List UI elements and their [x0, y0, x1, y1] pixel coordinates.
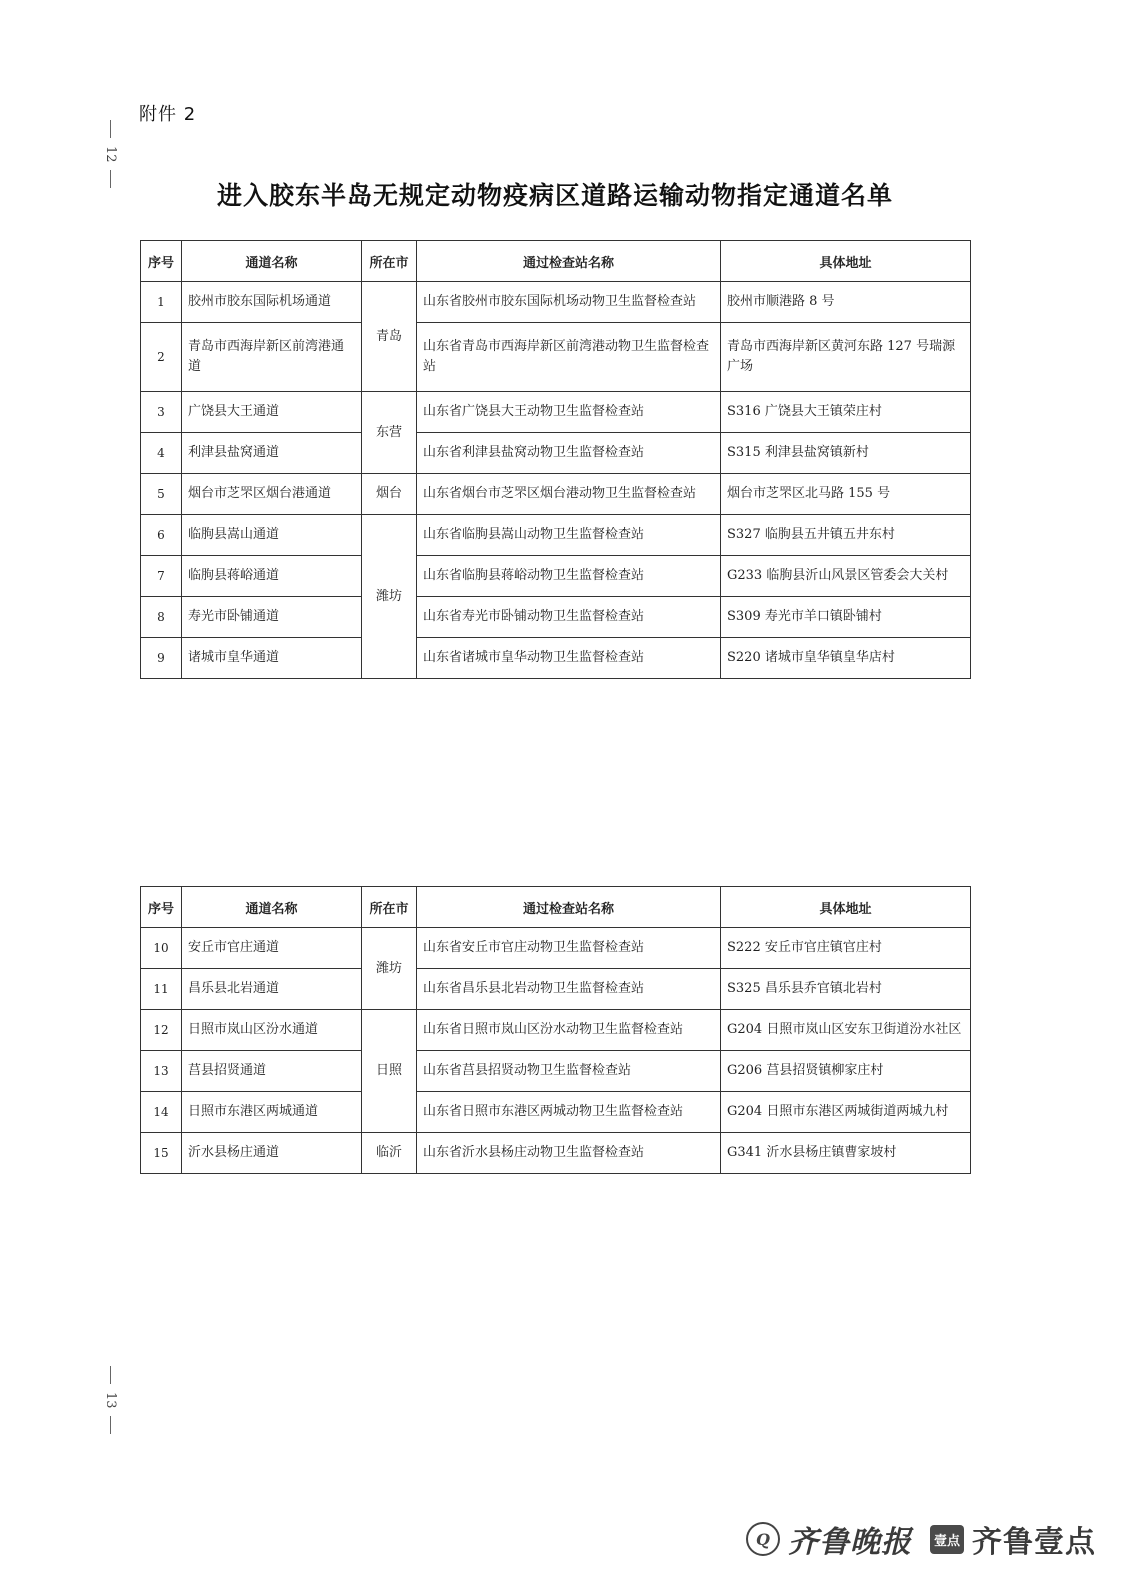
row-address: G204 日照市岚山区安东卫街道汾水社区: [721, 1010, 971, 1051]
page-marker-tick: [110, 120, 111, 138]
row-index: 8: [141, 597, 182, 638]
attachment-label: 附件 2: [139, 104, 197, 125]
page-marker-bottom: [102, 1366, 118, 1434]
row-index: 10: [141, 928, 182, 969]
row-address: S325 昌乐县乔官镇北岩村: [721, 969, 971, 1010]
row-channel: 临朐县蒋峪通道: [182, 556, 362, 597]
row-channel: 日照市岚山区汾水通道: [182, 1010, 362, 1051]
row-index: 5: [141, 474, 182, 515]
row-address: G233 临朐县沂山风景区管委会大关村: [721, 556, 971, 597]
header-address: 具体地址: [721, 241, 971, 282]
watermark-brand: [746, 1514, 1096, 1564]
row-address: S315 利津县盐窝镇新村: [721, 433, 971, 474]
row-address: S327 临朐县五井镇五井东村: [721, 515, 971, 556]
row-channel: 诸城市皇华通道: [182, 638, 362, 679]
row-address: S316 广饶县大王镇荣庄村: [721, 392, 971, 433]
table-row: [141, 474, 971, 515]
row-station: 山东省临朐县嵩山动物卫生监督检查站: [417, 515, 721, 556]
row-station: 山东省昌乐县北岩动物卫生监督检查站: [417, 969, 721, 1010]
row-address: 烟台市芝罘区北马路 155 号: [721, 474, 971, 515]
row-index: 15: [141, 1133, 182, 1174]
table-row: [141, 597, 971, 638]
row-channel: 莒县招贤通道: [182, 1051, 362, 1092]
row-station: 山东省日照市岚山区汾水动物卫生监督检查站: [417, 1010, 721, 1051]
table-row: [141, 969, 971, 1010]
row-channel: 青岛市西海岸新区前湾港通道: [182, 323, 362, 392]
row-index: 13: [141, 1051, 182, 1092]
brand-box-icon: 壹点: [930, 1525, 964, 1554]
page-marker-tick: [110, 170, 111, 188]
row-station: 山东省广饶县大王动物卫生监督检查站: [417, 392, 721, 433]
row-channel: 寿光市卧铺通道: [182, 597, 362, 638]
row-address: S220 诸城市皇华镇皇华店村: [721, 638, 971, 679]
document-title: 进入胶东半岛无规定动物疫病区道路运输动物指定通道名单: [216, 181, 893, 210]
header-channel: 通道名称: [182, 241, 362, 282]
row-channel: 安丘市官庄通道: [182, 928, 362, 969]
row-channel: 临朐县嵩山通道: [182, 515, 362, 556]
row-station: 山东省沂水县杨庄动物卫生监督检查站: [417, 1133, 721, 1174]
table-row: [141, 1092, 971, 1133]
row-station: 山东省诸城市皇华动物卫生监督检查站: [417, 638, 721, 679]
header-address: 具体地址: [721, 887, 971, 928]
row-index: 11: [141, 969, 182, 1010]
row-channel: 烟台市芝罘区烟台港通道: [182, 474, 362, 515]
row-station: 山东省安丘市官庄动物卫生监督检查站: [417, 928, 721, 969]
page-number-bottom: 13: [103, 1392, 118, 1409]
row-address: S309 寿光市羊口镇卧铺村: [721, 597, 971, 638]
header-channel: 通道名称: [182, 887, 362, 928]
row-index: 6: [141, 515, 182, 556]
row-city: 日照: [362, 1010, 417, 1133]
page-marker-tick: [110, 1416, 111, 1434]
row-channel: 沂水县杨庄通道: [182, 1133, 362, 1174]
row-channel: 昌乐县北岩通道: [182, 969, 362, 1010]
row-channel: 胶州市胶东国际机场通道: [182, 282, 362, 323]
table-row: [141, 515, 971, 556]
row-station: 山东省临朐县蒋峪动物卫生监督检查站: [417, 556, 721, 597]
row-station: 山东省利津县盐窝动物卫生监督检查站: [417, 433, 721, 474]
row-channel: 广饶县大王通道: [182, 392, 362, 433]
row-station: 山东省寿光市卧铺动物卫生监督检查站: [417, 597, 721, 638]
table-row: [141, 556, 971, 597]
brand-name-secondary: 齐鲁壹点: [972, 1525, 1096, 1560]
table-row: [141, 392, 971, 433]
brand-logo-icon: Q: [746, 1522, 780, 1556]
row-city: 青岛: [362, 282, 417, 392]
row-index: 2: [141, 323, 182, 392]
channel-table-1: [140, 240, 971, 679]
row-city: 潍坊: [362, 515, 417, 679]
header-station: 通过检查站名称: [417, 887, 721, 928]
header-station: 通过检查站名称: [417, 241, 721, 282]
page-number-top: 12: [103, 146, 118, 163]
row-station: 山东省青岛市西海岸新区前湾港动物卫生监督检查站: [417, 323, 721, 392]
row-index: 14: [141, 1092, 182, 1133]
row-index: 7: [141, 556, 182, 597]
page-marker-top: [102, 120, 118, 188]
row-station: 山东省胶州市胶东国际机场动物卫生监督检查站: [417, 282, 721, 323]
table-row: [141, 928, 971, 969]
row-index: 9: [141, 638, 182, 679]
row-station: 山东省烟台市芝罘区烟台港动物卫生监督检查站: [417, 474, 721, 515]
row-station: 山东省莒县招贤动物卫生监督检查站: [417, 1051, 721, 1092]
row-address: 胶州市顺港路 8 号: [721, 282, 971, 323]
table-row: [141, 1133, 971, 1174]
header-city: 所在市: [362, 887, 417, 928]
table-row: [141, 1051, 971, 1092]
row-station: 山东省日照市东港区两城动物卫生监督检查站: [417, 1092, 721, 1133]
page-marker-tick: [110, 1366, 111, 1384]
row-index: 1: [141, 282, 182, 323]
table-row: [141, 433, 971, 474]
table-row: [141, 282, 971, 323]
row-address: G206 莒县招贤镇柳家庄村: [721, 1051, 971, 1092]
row-index: 4: [141, 433, 182, 474]
row-city: 临沂: [362, 1133, 417, 1174]
row-channel: 日照市东港区两城通道: [182, 1092, 362, 1133]
channel-table-2: [140, 886, 971, 1174]
table-header-row: [141, 887, 971, 928]
header-city: 所在市: [362, 241, 417, 282]
table-header-row: [141, 241, 971, 282]
row-city: 潍坊: [362, 928, 417, 1010]
header-index: 序号: [141, 887, 182, 928]
row-address: G341 沂水县杨庄镇曹家坡村: [721, 1133, 971, 1174]
row-address: G204 日照市东港区两城街道两城九村: [721, 1092, 971, 1133]
table-row: [141, 323, 971, 392]
row-city: 东营: [362, 392, 417, 474]
row-index: 12: [141, 1010, 182, 1051]
brand-name: 齐鲁晚报: [787, 1525, 912, 1560]
table-row: [141, 638, 971, 679]
table-row: [141, 1010, 971, 1051]
row-address: 青岛市西海岸新区黄河东路 127 号瑞源广场: [721, 323, 971, 392]
row-address: S222 安丘市官庄镇官庄村: [721, 928, 971, 969]
row-index: 3: [141, 392, 182, 433]
row-channel: 利津县盐窝通道: [182, 433, 362, 474]
row-city: 烟台: [362, 474, 417, 515]
header-index: 序号: [141, 241, 182, 282]
